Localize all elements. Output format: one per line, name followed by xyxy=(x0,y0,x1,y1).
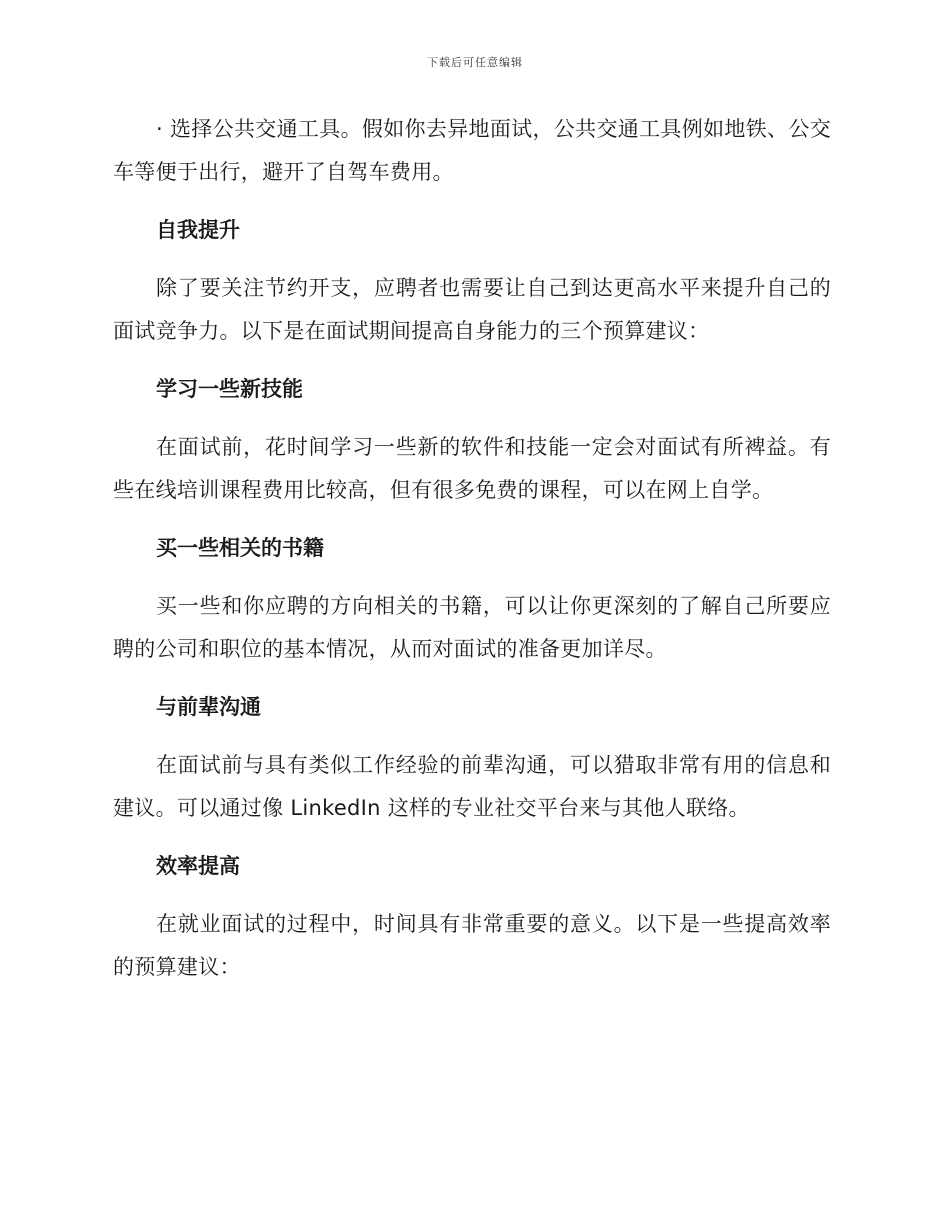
paragraph-talk-seniors: 在面试前与具有类似工作经验的前辈沟通，可以猎取非常有用的信息和建议。可以通过像 LinkedIn 这样的专业社交平台来与其他人联络。 xyxy=(113,753,831,820)
document-body xyxy=(113,108,831,989)
paragraph-self-improvement: 除了要关注节约开支，应聘者也需要让自己到达更高水平来提升自己的面试竞争力。以下是在面试期间提高自身能力的三个预算建议： xyxy=(113,276,831,343)
paragraph-learn-skills: 在面试前，花时间学习一些新的软件和技能一定会对面试有所裨益。有些在线培训课程费用比较高，但有很多免费的课程，可以在网上自学。 xyxy=(113,435,831,502)
heading-learn-skills: 学习一些新技能 xyxy=(156,377,303,401)
heading-talk-seniors: 与前辈沟通 xyxy=(156,695,261,719)
heading-efficiency: 效率提高 xyxy=(156,854,240,878)
paragraph-buy-books: 买一些和你应聘的方向相关的书籍，可以让你更深刻的了解自己所要应聘的公司和职位的基本情况，从而对面试的准备更加详尽。 xyxy=(113,594,831,661)
header-note: 下载后可任意编辑 xyxy=(427,56,523,69)
heading-self-improvement: 自我提升 xyxy=(156,218,240,242)
paragraph-public-transport: · 选择公共交通工具。假如你去异地面试，公共交通工具例如地铁、公交车等便于出行，避开了自驾车费用。 xyxy=(113,117,831,184)
heading-buy-books: 买一些相关的书籍 xyxy=(156,536,324,560)
paragraph-efficiency: 在就业面试的过程中，时间具有非常重要的意义。以下是一些提高效率的预算建议： xyxy=(113,912,831,979)
